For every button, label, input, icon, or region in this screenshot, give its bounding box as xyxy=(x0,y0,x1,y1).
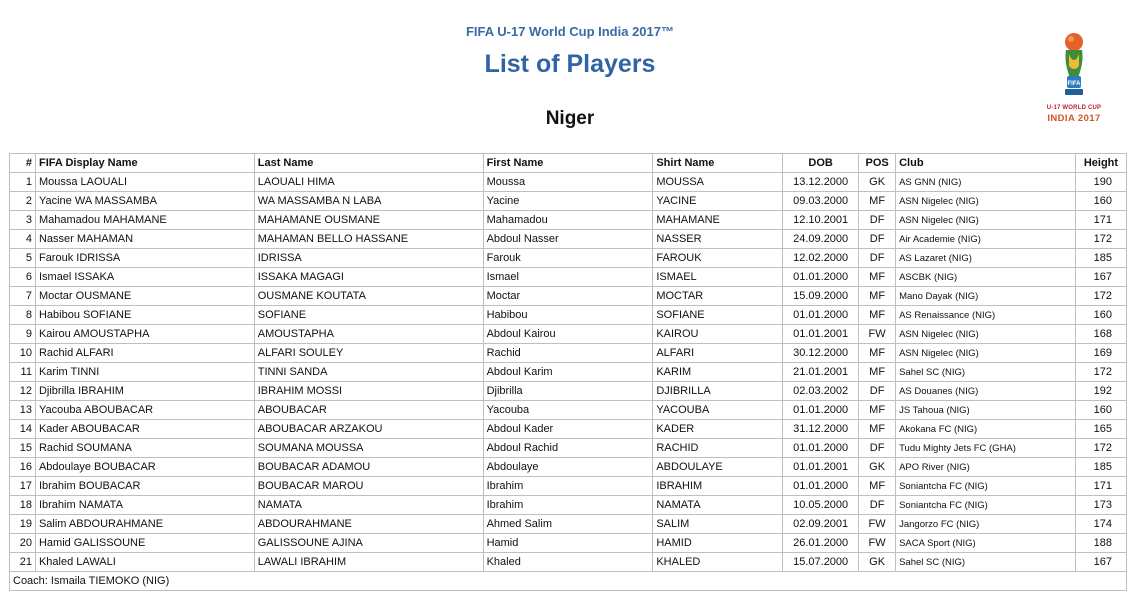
player-position: MF xyxy=(859,420,896,439)
player-club: ASN Nigelec (NIG) xyxy=(896,325,1076,344)
player-first-name: Ismael xyxy=(483,268,653,287)
player-last-name: LAOUALI HIMA xyxy=(254,173,483,192)
player-height: 171 xyxy=(1075,211,1126,230)
player-display-name: Kader ABOUBACAR xyxy=(35,420,254,439)
player-last-name: MAHAMAN BELLO HASSANE xyxy=(254,230,483,249)
table-row xyxy=(10,458,1127,477)
player-position: FW xyxy=(859,515,896,534)
player-position: MF xyxy=(859,363,896,382)
player-club: ASN Nigelec (NIG) xyxy=(896,211,1076,230)
header-dob: DOB xyxy=(783,154,859,173)
player-first-name: Ibrahim xyxy=(483,496,653,515)
player-display-name: Rachid ALFARI xyxy=(35,344,254,363)
player-first-name: Abdoul Nasser xyxy=(483,230,653,249)
player-shirt-name: DJIBRILLA xyxy=(653,382,783,401)
players-table xyxy=(9,153,1127,591)
player-last-name: OUSMANE KOUTATA xyxy=(254,287,483,306)
player-last-name: WA MASSAMBA N LABA xyxy=(254,192,483,211)
player-height: 185 xyxy=(1075,249,1126,268)
player-height: 171 xyxy=(1075,477,1126,496)
table-row xyxy=(10,192,1127,211)
player-first-name: Ibrahim xyxy=(483,477,653,496)
player-number: 19 xyxy=(10,515,36,534)
player-first-name: Moussa xyxy=(483,173,653,192)
player-shirt-name: SOFIANE xyxy=(653,306,783,325)
player-first-name: Abdoul Kader xyxy=(483,420,653,439)
player-dob: 21.01.2001 xyxy=(783,363,859,382)
player-number: 5 xyxy=(10,249,36,268)
player-height: 168 xyxy=(1075,325,1126,344)
player-number: 11 xyxy=(10,363,36,382)
player-last-name: ABOUBACAR ARZAKOU xyxy=(254,420,483,439)
player-position: MF xyxy=(859,401,896,420)
player-number: 17 xyxy=(10,477,36,496)
player-last-name: TINNI SANDA xyxy=(254,363,483,382)
player-shirt-name: HAMID xyxy=(653,534,783,553)
player-club: Air Academie (NIG) xyxy=(896,230,1076,249)
player-position: FW xyxy=(859,534,896,553)
player-first-name: Abdoulaye xyxy=(483,458,653,477)
player-height: 185 xyxy=(1075,458,1126,477)
player-position: MF xyxy=(859,287,896,306)
player-dob: 01.01.2000 xyxy=(783,401,859,420)
player-club: Soniantcha FC (NIG) xyxy=(896,477,1076,496)
player-first-name: Mahamadou xyxy=(483,211,653,230)
player-height: 172 xyxy=(1075,287,1126,306)
event-title: FIFA U-17 World Cup India 2017™ xyxy=(465,24,675,39)
player-last-name: ABDOURAHMANE xyxy=(254,515,483,534)
player-club: Akokana FC (NIG) xyxy=(896,420,1076,439)
logo-line-2: INDIA 2017 xyxy=(1047,113,1101,124)
player-dob: 15.07.2000 xyxy=(783,553,859,572)
player-number: 10 xyxy=(10,344,36,363)
player-display-name: Khaled LAWALI xyxy=(35,553,254,572)
fifa-u17-logo xyxy=(1042,30,1106,126)
player-number: 6 xyxy=(10,268,36,287)
player-shirt-name: MAHAMANE xyxy=(653,211,783,230)
player-display-name: Moctar OUSMANE xyxy=(35,287,254,306)
table-row xyxy=(10,230,1127,249)
player-last-name: ABOUBACAR xyxy=(254,401,483,420)
player-height: 190 xyxy=(1075,173,1126,192)
player-position: DF xyxy=(859,249,896,268)
player-display-name: Rachid SOUMANA xyxy=(35,439,254,458)
table-row xyxy=(10,420,1127,439)
header-last-name: Last Name xyxy=(254,154,483,173)
player-first-name: Moctar xyxy=(483,287,653,306)
player-position: GK xyxy=(859,553,896,572)
coach-name: Coach: Ismaila TIEMOKO (NIG) xyxy=(10,572,1127,591)
player-display-name: Nasser MAHAMAN xyxy=(35,230,254,249)
player-position: DF xyxy=(859,382,896,401)
player-shirt-name: KAIROU xyxy=(653,325,783,344)
player-dob: 15.09.2000 xyxy=(783,287,859,306)
table-row xyxy=(10,306,1127,325)
player-dob: 31.12.2000 xyxy=(783,420,859,439)
player-position: MF xyxy=(859,268,896,287)
player-club: Sahel SC (NIG) xyxy=(896,553,1076,572)
player-display-name: Yacine WA MASSAMBA xyxy=(35,192,254,211)
table-row xyxy=(10,477,1127,496)
player-display-name: Hamid GALISSOUNE xyxy=(35,534,254,553)
table-header-row xyxy=(10,154,1127,173)
player-club: AS Douanes (NIG) xyxy=(896,382,1076,401)
player-shirt-name: ISMAEL xyxy=(653,268,783,287)
player-shirt-name: FAROUK xyxy=(653,249,783,268)
table-row xyxy=(10,401,1127,420)
table-row xyxy=(10,287,1127,306)
player-height: 172 xyxy=(1075,439,1126,458)
player-dob: 12.10.2001 xyxy=(783,211,859,230)
player-display-name: Yacouba ABOUBACAR xyxy=(35,401,254,420)
player-last-name: SOFIANE xyxy=(254,306,483,325)
player-number: 15 xyxy=(10,439,36,458)
table-row xyxy=(10,439,1127,458)
player-club: JS Tahoua (NIG) xyxy=(896,401,1076,420)
player-dob: 01.01.2001 xyxy=(783,325,859,344)
player-club: Sahel SC (NIG) xyxy=(896,363,1076,382)
player-club: Tudu Mighty Jets FC (GHA) xyxy=(896,439,1076,458)
player-dob: 10.05.2000 xyxy=(783,496,859,515)
player-dob: 26.01.2000 xyxy=(783,534,859,553)
player-shirt-name: YACINE xyxy=(653,192,783,211)
player-number: 14 xyxy=(10,420,36,439)
player-position: MF xyxy=(859,477,896,496)
player-display-name: Ibrahim BOUBACAR xyxy=(35,477,254,496)
player-display-name: Salim ABDOURAHMANE xyxy=(35,515,254,534)
player-height: 174 xyxy=(1075,515,1126,534)
header-number: # xyxy=(10,154,36,173)
player-first-name: Yacine xyxy=(483,192,653,211)
logo-badge: FIFA xyxy=(1067,81,1081,87)
player-first-name: Hamid xyxy=(483,534,653,553)
player-position: MF xyxy=(859,192,896,211)
player-shirt-name: ABDOULAYE xyxy=(653,458,783,477)
player-first-name: Yacouba xyxy=(483,401,653,420)
player-position: GK xyxy=(859,458,896,477)
player-position: GK xyxy=(859,173,896,192)
player-dob: 01.01.2000 xyxy=(783,477,859,496)
player-display-name: Kairou AMOUSTAPHA xyxy=(35,325,254,344)
player-number: 4 xyxy=(10,230,36,249)
player-display-name: Abdoulaye BOUBACAR xyxy=(35,458,254,477)
player-position: DF xyxy=(859,230,896,249)
player-first-name: Djibrilla xyxy=(483,382,653,401)
player-shirt-name: MOCTAR xyxy=(653,287,783,306)
table-row xyxy=(10,363,1127,382)
player-height: 167 xyxy=(1075,553,1126,572)
player-number: 16 xyxy=(10,458,36,477)
logo-line-1: U-17 WORLD CUP xyxy=(1046,105,1102,111)
player-height: 192 xyxy=(1075,382,1126,401)
player-last-name: IBRAHIM MOSSI xyxy=(254,382,483,401)
player-last-name: SOUMANA MOUSSA xyxy=(254,439,483,458)
player-last-name: GALISSOUNE AJINA xyxy=(254,534,483,553)
player-dob: 30.12.2000 xyxy=(783,344,859,363)
player-club: ASN Nigelec (NIG) xyxy=(896,344,1076,363)
player-position: DF xyxy=(859,211,896,230)
player-first-name: Abdoul Karim xyxy=(483,363,653,382)
trophy-icon xyxy=(1060,32,1088,98)
player-number: 12 xyxy=(10,382,36,401)
player-first-name: Abdoul Kairou xyxy=(483,325,653,344)
player-dob: 01.01.2000 xyxy=(783,306,859,325)
player-position: DF xyxy=(859,496,896,515)
player-dob: 24.09.2000 xyxy=(783,230,859,249)
player-shirt-name: RACHID xyxy=(653,439,783,458)
player-first-name: Rachid xyxy=(483,344,653,363)
player-height: 173 xyxy=(1075,496,1126,515)
header-club: Club xyxy=(896,154,1076,173)
header-display-name: FIFA Display Name xyxy=(35,154,254,173)
player-height: 188 xyxy=(1075,534,1126,553)
player-position: FW xyxy=(859,325,896,344)
header-pos: POS xyxy=(859,154,896,173)
player-display-name: Karim TINNI xyxy=(35,363,254,382)
player-last-name: BOUBACAR MAROU xyxy=(254,477,483,496)
player-shirt-name: KARIM xyxy=(653,363,783,382)
player-display-name: Farouk IDRISSA xyxy=(35,249,254,268)
player-number: 20 xyxy=(10,534,36,553)
player-club: SACA Sport (NIG) xyxy=(896,534,1076,553)
player-display-name: Ibrahim NAMATA xyxy=(35,496,254,515)
player-number: 18 xyxy=(10,496,36,515)
player-dob: 02.03.2002 xyxy=(783,382,859,401)
player-height: 169 xyxy=(1075,344,1126,363)
player-height: 172 xyxy=(1075,363,1126,382)
coach-row xyxy=(10,572,1127,591)
player-height: 165 xyxy=(1075,420,1126,439)
table-row xyxy=(10,382,1127,401)
player-shirt-name: SALIM xyxy=(653,515,783,534)
table-row xyxy=(10,496,1127,515)
player-number: 2 xyxy=(10,192,36,211)
player-shirt-name: IBRAHIM xyxy=(653,477,783,496)
player-shirt-name: YACOUBA xyxy=(653,401,783,420)
player-first-name: Abdoul Rachid xyxy=(483,439,653,458)
player-dob: 09.03.2000 xyxy=(783,192,859,211)
player-club: ASN Nigelec (NIG) xyxy=(896,192,1076,211)
player-club: ASCBK (NIG) xyxy=(896,268,1076,287)
player-number: 21 xyxy=(10,553,36,572)
player-number: 3 xyxy=(10,211,36,230)
player-number: 1 xyxy=(10,173,36,192)
page-title: List of Players xyxy=(484,50,656,78)
table-row xyxy=(10,534,1127,553)
player-number: 7 xyxy=(10,287,36,306)
table-row xyxy=(10,249,1127,268)
player-number: 8 xyxy=(10,306,36,325)
player-position: MF xyxy=(859,344,896,363)
player-position: MF xyxy=(859,306,896,325)
player-dob: 12.02.2000 xyxy=(783,249,859,268)
player-height: 160 xyxy=(1075,306,1126,325)
player-dob: 13.12.2000 xyxy=(783,173,859,192)
player-display-name: Ismael ISSAKA xyxy=(35,268,254,287)
player-shirt-name: ALFARI xyxy=(653,344,783,363)
player-shirt-name: NAMATA xyxy=(653,496,783,515)
player-display-name: Habibou SOFIANE xyxy=(35,306,254,325)
player-last-name: IDRISSA xyxy=(254,249,483,268)
table-row xyxy=(10,325,1127,344)
player-display-name: Djibrilla IBRAHIM xyxy=(35,382,254,401)
player-last-name: BOUBACAR ADAMOU xyxy=(254,458,483,477)
player-shirt-name: KHALED xyxy=(653,553,783,572)
player-dob: 01.01.2000 xyxy=(783,439,859,458)
player-last-name: NAMATA xyxy=(254,496,483,515)
player-club: AS Renaissance (NIG) xyxy=(896,306,1076,325)
player-first-name: Ahmed Salim xyxy=(483,515,653,534)
player-club: Mano Dayak (NIG) xyxy=(896,287,1076,306)
player-height: 160 xyxy=(1075,401,1126,420)
country-name: Niger xyxy=(545,108,595,129)
player-club: Jangorzo FC (NIG) xyxy=(896,515,1076,534)
player-club: Soniantcha FC (NIG) xyxy=(896,496,1076,515)
player-height: 167 xyxy=(1075,268,1126,287)
player-height: 172 xyxy=(1075,230,1126,249)
table-row xyxy=(10,268,1127,287)
player-number: 9 xyxy=(10,325,36,344)
player-number: 13 xyxy=(10,401,36,420)
player-first-name: Habibou xyxy=(483,306,653,325)
table-row xyxy=(10,211,1127,230)
player-dob: 02.09.2001 xyxy=(783,515,859,534)
player-display-name: Mahamadou MAHAMANE xyxy=(35,211,254,230)
player-first-name: Khaled xyxy=(483,553,653,572)
player-dob: 01.01.2001 xyxy=(783,458,859,477)
table-row xyxy=(10,515,1127,534)
player-dob: 01.01.2000 xyxy=(783,268,859,287)
player-last-name: AMOUSTAPHA xyxy=(254,325,483,344)
player-last-name: ALFARI SOULEY xyxy=(254,344,483,363)
player-shirt-name: KADER xyxy=(653,420,783,439)
header-height: Height xyxy=(1075,154,1126,173)
player-last-name: LAWALI IBRAHIM xyxy=(254,553,483,572)
player-shirt-name: NASSER xyxy=(653,230,783,249)
player-club: APO River (NIG) xyxy=(896,458,1076,477)
player-last-name: MAHAMANE OUSMANE xyxy=(254,211,483,230)
player-height: 160 xyxy=(1075,192,1126,211)
table-row xyxy=(10,173,1127,192)
player-position: DF xyxy=(859,439,896,458)
header-shirt-name: Shirt Name xyxy=(653,154,783,173)
player-club: AS GNN (NIG) xyxy=(896,173,1076,192)
header-first-name: First Name xyxy=(483,154,653,173)
player-first-name: Farouk xyxy=(483,249,653,268)
table-row xyxy=(10,344,1127,363)
player-last-name: ISSAKA MAGAGI xyxy=(254,268,483,287)
table-row xyxy=(10,553,1127,572)
player-display-name: Moussa LAOUALI xyxy=(35,173,254,192)
player-shirt-name: MOUSSA xyxy=(653,173,783,192)
player-club: AS Lazaret (NIG) xyxy=(896,249,1076,268)
